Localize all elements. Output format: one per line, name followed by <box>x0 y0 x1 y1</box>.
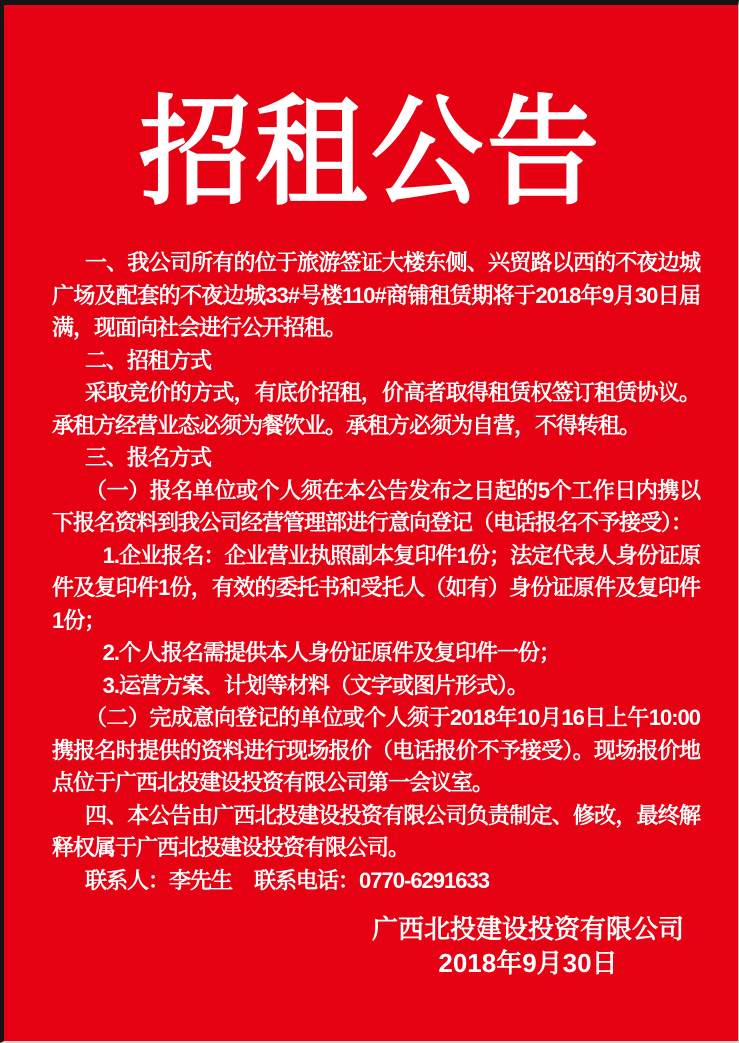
paragraph-interpretation-rights: 四、本公告由广西北投建设投资有限公司负责制定、修改，最终解释权属于广西北投建设投资有限公司。 <box>52 802 700 861</box>
paragraph-property-intro: 一、我公司所有的位于旅游签证大楼东侧、兴贸路以西的不夜边城广场及配套的不夜边城33#号楼110#商铺租赁期将于2018年9月30日届满，现面向社会进行公开招租。 <box>52 250 700 341</box>
announcement-body <box>52 247 700 897</box>
page-title: 招租公告 <box>139 83 603 222</box>
list-item-operation-plan: 3.运营方案、计划等材料（文字或图片形式）。 <box>102 672 528 698</box>
paragraph-registration-1: （一）报名单位或个人须在本公告发布之日起的5个工作日内携以下报名资料到我公司经营管理部进行意向登记（电话报名不予接受）： <box>52 477 700 536</box>
signature-company-name: 广西北投建设投资有限公司 <box>371 914 684 945</box>
section-heading-registration: 三、报名方式 <box>85 445 212 471</box>
contact-phone-number: 0770-6291633 <box>359 867 489 893</box>
paragraph-registration-2: （二）完成意向登记的单位或个人须于2018年10月16日上午10:00携报名时提供的资料进行现场报价（电话报价不予接受）。现场报价地点位于广西北投建设投资有限公司第一会议室。 <box>52 705 700 796</box>
paragraph-leasing-method: 采取竞价的方式，有底价招租，价高者取得租赁权签订租赁协议。承租方经营业态必须为餐饮业。承租方必须为自营，不得转租。 <box>52 380 700 438</box>
list-item-individual-registration: 2.个人报名需提供本人身份证原件及复印件一份； <box>102 640 560 666</box>
contact-person-label: 联系人： <box>85 867 170 893</box>
contact-line <box>52 865 700 898</box>
signature-date: 2018年9月30日 <box>438 948 618 979</box>
contact-phone-label: 联系电话： <box>254 867 360 893</box>
contact-person-name: 李先生 <box>169 867 233 893</box>
list-item-company-registration: 1.企业报名：企业营业执照副本复印件1份；法定代表人身份证原件及复印件1份，有效的委托书和受托人（如有）身份证原件及复印件1份； <box>52 542 700 633</box>
signature-inner <box>372 912 684 980</box>
signature-block <box>4 912 738 980</box>
section-heading-leasing-method: 二、招租方式 <box>85 347 212 373</box>
